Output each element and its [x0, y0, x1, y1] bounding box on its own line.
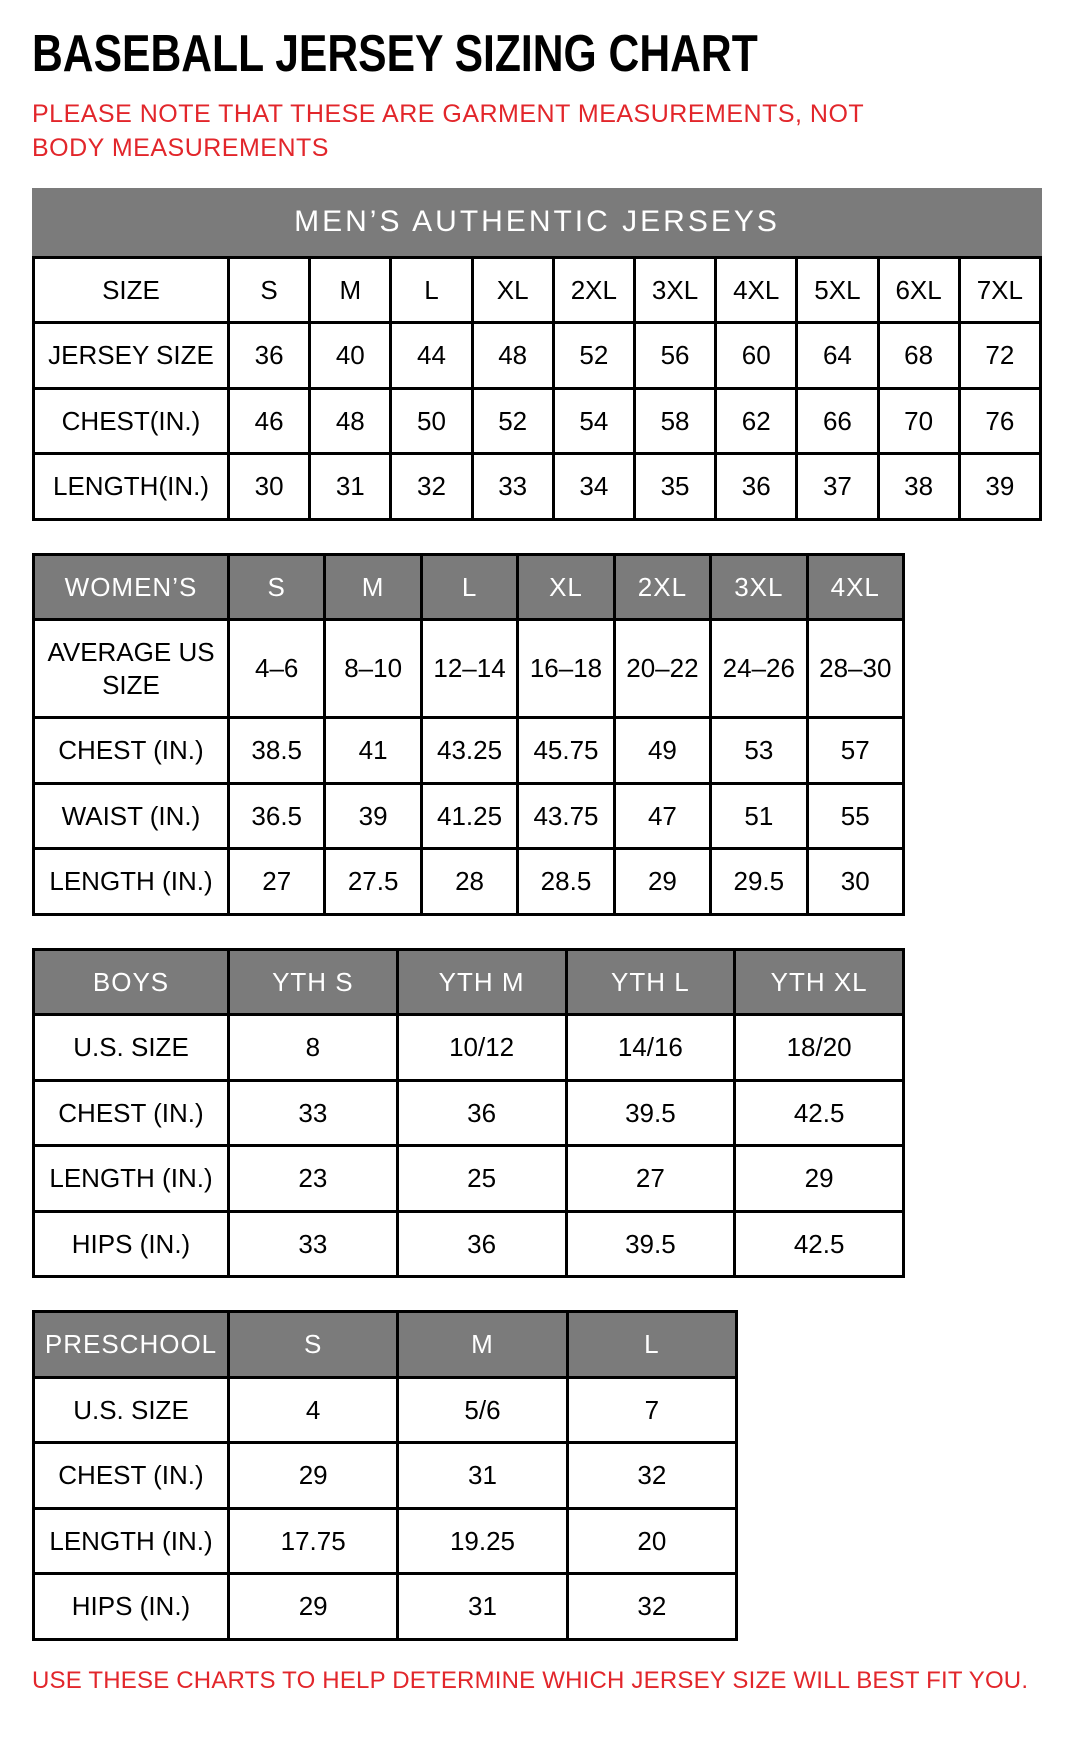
column-header: 3XL	[711, 554, 807, 620]
table-cell: 30	[807, 849, 903, 915]
column-header: YTH L	[566, 949, 735, 1015]
table-cell: 72	[959, 323, 1040, 389]
measurement-note: PLEASE NOTE THAT THESE ARE GARMENT MEASUREMENTS, NOT BODY MEASUREMENTS	[32, 100, 864, 162]
table-cell: 20–22	[614, 620, 710, 718]
table-row	[34, 388, 1041, 454]
table-cell: 29	[229, 1574, 398, 1640]
table-cell: 31	[310, 454, 391, 520]
table-cell: 34	[553, 454, 634, 520]
row-label: LENGTH (IN.)	[34, 849, 229, 915]
table-row	[34, 1508, 737, 1574]
table-cell: 40	[310, 323, 391, 389]
table-cell: 29	[735, 1146, 904, 1212]
table-cell: 4–6	[229, 620, 325, 718]
column-header: S	[229, 554, 325, 620]
table-row	[34, 1015, 904, 1081]
column-header: 2XL	[614, 554, 710, 620]
row-label: SIZE	[34, 257, 229, 323]
mens-table-title: MEN’S AUTHENTIC JERSEYS	[32, 188, 1042, 256]
table-row	[34, 1574, 737, 1640]
table-cell: 38.5	[229, 718, 325, 784]
row-label: CHEST(IN.)	[34, 388, 229, 454]
row-label: WAIST (IN.)	[34, 783, 229, 849]
table-cell: 54	[553, 388, 634, 454]
table-cell: 38	[878, 454, 959, 520]
table-cell: 4	[229, 1377, 398, 1443]
table-row	[34, 620, 904, 718]
boys-sizing-table	[32, 948, 905, 1279]
row-label: HIPS (IN.)	[34, 1574, 229, 1640]
table-cell: 27	[229, 849, 325, 915]
table-cell: 39	[959, 454, 1040, 520]
table-cell: 4XL	[716, 257, 797, 323]
table-cell: 62	[716, 388, 797, 454]
table-cell: 39.5	[566, 1080, 735, 1146]
table-cell: 20	[567, 1508, 736, 1574]
table-header-label: BOYS	[34, 949, 229, 1015]
table-cell: 2XL	[553, 257, 634, 323]
table-cell: 48	[472, 323, 553, 389]
preschool-table-section	[32, 1310, 1045, 1641]
table-cell: 50	[391, 388, 472, 454]
table-cell: 24–26	[711, 620, 807, 718]
table-cell: 29	[614, 849, 710, 915]
table-cell: 76	[959, 388, 1040, 454]
table-cell: 28–30	[807, 620, 903, 718]
table-cell: 47	[614, 783, 710, 849]
column-header: YTH S	[229, 949, 398, 1015]
table-cell: 32	[567, 1443, 736, 1509]
table-cell: 25	[397, 1146, 566, 1212]
row-label: JERSEY SIZE	[34, 323, 229, 389]
mens-sizing-table	[32, 256, 1042, 521]
table-header-row	[34, 1312, 737, 1378]
table-cell: 16–18	[518, 620, 614, 718]
row-label: U.S. SIZE	[34, 1015, 229, 1081]
table-cell: 32	[391, 454, 472, 520]
table-cell: S	[229, 257, 310, 323]
table-cell: 36	[716, 454, 797, 520]
fit-advice-note: USE THESE CHARTS TO HELP DETERMINE WHICH JERSEY SIZE WILL BEST FIT YOU.	[32, 1666, 1029, 1694]
preschool-sizing-table	[32, 1310, 738, 1641]
table-cell: XL	[472, 257, 553, 323]
table-cell: 48	[310, 388, 391, 454]
table-cell: 36	[397, 1211, 566, 1277]
table-cell: 7	[567, 1377, 736, 1443]
table-cell: 56	[634, 323, 715, 389]
table-row	[34, 1211, 904, 1277]
table-cell: 29.5	[711, 849, 807, 915]
column-header: 4XL	[807, 554, 903, 620]
table-cell: 14/16	[566, 1015, 735, 1081]
table-cell: L	[391, 257, 472, 323]
row-label: CHEST (IN.)	[34, 1080, 229, 1146]
table-row	[34, 454, 1041, 520]
table-cell: 42.5	[735, 1080, 904, 1146]
table-row	[34, 783, 904, 849]
table-cell: 52	[553, 323, 634, 389]
table-cell: 8–10	[325, 620, 421, 718]
table-cell: 18/20	[735, 1015, 904, 1081]
table-cell: 36	[229, 323, 310, 389]
boys-table-section	[32, 948, 1045, 1279]
table-cell: 46	[229, 388, 310, 454]
table-cell: 41	[325, 718, 421, 784]
table-cell: 32	[567, 1574, 736, 1640]
row-label: CHEST (IN.)	[34, 718, 229, 784]
table-cell: 64	[797, 323, 878, 389]
table-row	[34, 1377, 737, 1443]
table-row	[34, 718, 904, 784]
table-cell: 44	[391, 323, 472, 389]
table-cell: 68	[878, 323, 959, 389]
table-row	[34, 849, 904, 915]
table-cell: 49	[614, 718, 710, 784]
table-cell: M	[310, 257, 391, 323]
table-row	[34, 1443, 737, 1509]
row-label: LENGTH(IN.)	[34, 454, 229, 520]
table-cell: 31	[398, 1443, 567, 1509]
table-cell: 39.5	[566, 1211, 735, 1277]
row-label: HIPS (IN.)	[34, 1211, 229, 1277]
table-cell: 7XL	[959, 257, 1040, 323]
table-cell: 27	[566, 1146, 735, 1212]
table-row	[34, 1146, 904, 1212]
table-cell: 55	[807, 783, 903, 849]
row-label: AVERAGE US SIZE	[34, 620, 229, 718]
table-cell: 58	[634, 388, 715, 454]
table-cell: 52	[472, 388, 553, 454]
table-cell: 31	[398, 1574, 567, 1640]
column-header: M	[325, 554, 421, 620]
table-cell: 29	[229, 1443, 398, 1509]
column-header: L	[567, 1312, 736, 1378]
table-cell: 27.5	[325, 849, 421, 915]
table-cell: 35	[634, 454, 715, 520]
table-cell: 5/6	[398, 1377, 567, 1443]
table-cell: 60	[716, 323, 797, 389]
table-cell: 37	[797, 454, 878, 520]
page-title: BASEBALL JERSEY SIZING CHART	[32, 25, 758, 83]
mens-table-section	[32, 188, 1045, 521]
table-cell: 51	[711, 783, 807, 849]
table-cell: 42.5	[735, 1211, 904, 1277]
table-cell: 23	[229, 1146, 398, 1212]
table-cell: 33	[229, 1211, 398, 1277]
table-cell: 36	[397, 1080, 566, 1146]
table-cell: 45.75	[518, 718, 614, 784]
table-row	[34, 257, 1041, 323]
table-cell: 66	[797, 388, 878, 454]
table-cell: 43.75	[518, 783, 614, 849]
table-cell: 3XL	[634, 257, 715, 323]
table-header-label: WOMEN’S	[34, 554, 229, 620]
table-cell: 17.75	[229, 1508, 398, 1574]
table-cell: 28.5	[518, 849, 614, 915]
table-cell: 36.5	[229, 783, 325, 849]
womens-table-section	[32, 553, 1045, 916]
column-header: S	[229, 1312, 398, 1378]
column-header: M	[398, 1312, 567, 1378]
table-row	[34, 1080, 904, 1146]
table-cell: 39	[325, 783, 421, 849]
table-cell: 41.25	[421, 783, 517, 849]
table-cell: 5XL	[797, 257, 878, 323]
table-row	[34, 323, 1041, 389]
row-label: CHEST (IN.)	[34, 1443, 229, 1509]
table-header-label: PRESCHOOL	[34, 1312, 229, 1378]
table-cell: 33	[472, 454, 553, 520]
table-cell: 28	[421, 849, 517, 915]
table-cell: 57	[807, 718, 903, 784]
row-label: U.S. SIZE	[34, 1377, 229, 1443]
table-cell: 10/12	[397, 1015, 566, 1081]
table-cell: 33	[229, 1080, 398, 1146]
table-cell: 30	[229, 454, 310, 520]
table-cell: 6XL	[878, 257, 959, 323]
table-header-row	[34, 554, 904, 620]
row-label: LENGTH (IN.)	[34, 1146, 229, 1212]
table-cell: 12–14	[421, 620, 517, 718]
womens-sizing-table	[32, 553, 905, 916]
table-cell: 70	[878, 388, 959, 454]
column-header: YTH M	[397, 949, 566, 1015]
table-cell: 19.25	[398, 1508, 567, 1574]
row-label: LENGTH (IN.)	[34, 1508, 229, 1574]
column-header: XL	[518, 554, 614, 620]
table-cell: 8	[229, 1015, 398, 1081]
table-header-row	[34, 949, 904, 1015]
table-cell: 43.25	[421, 718, 517, 784]
table-cell: 53	[711, 718, 807, 784]
column-header: L	[421, 554, 517, 620]
column-header: YTH XL	[735, 949, 904, 1015]
